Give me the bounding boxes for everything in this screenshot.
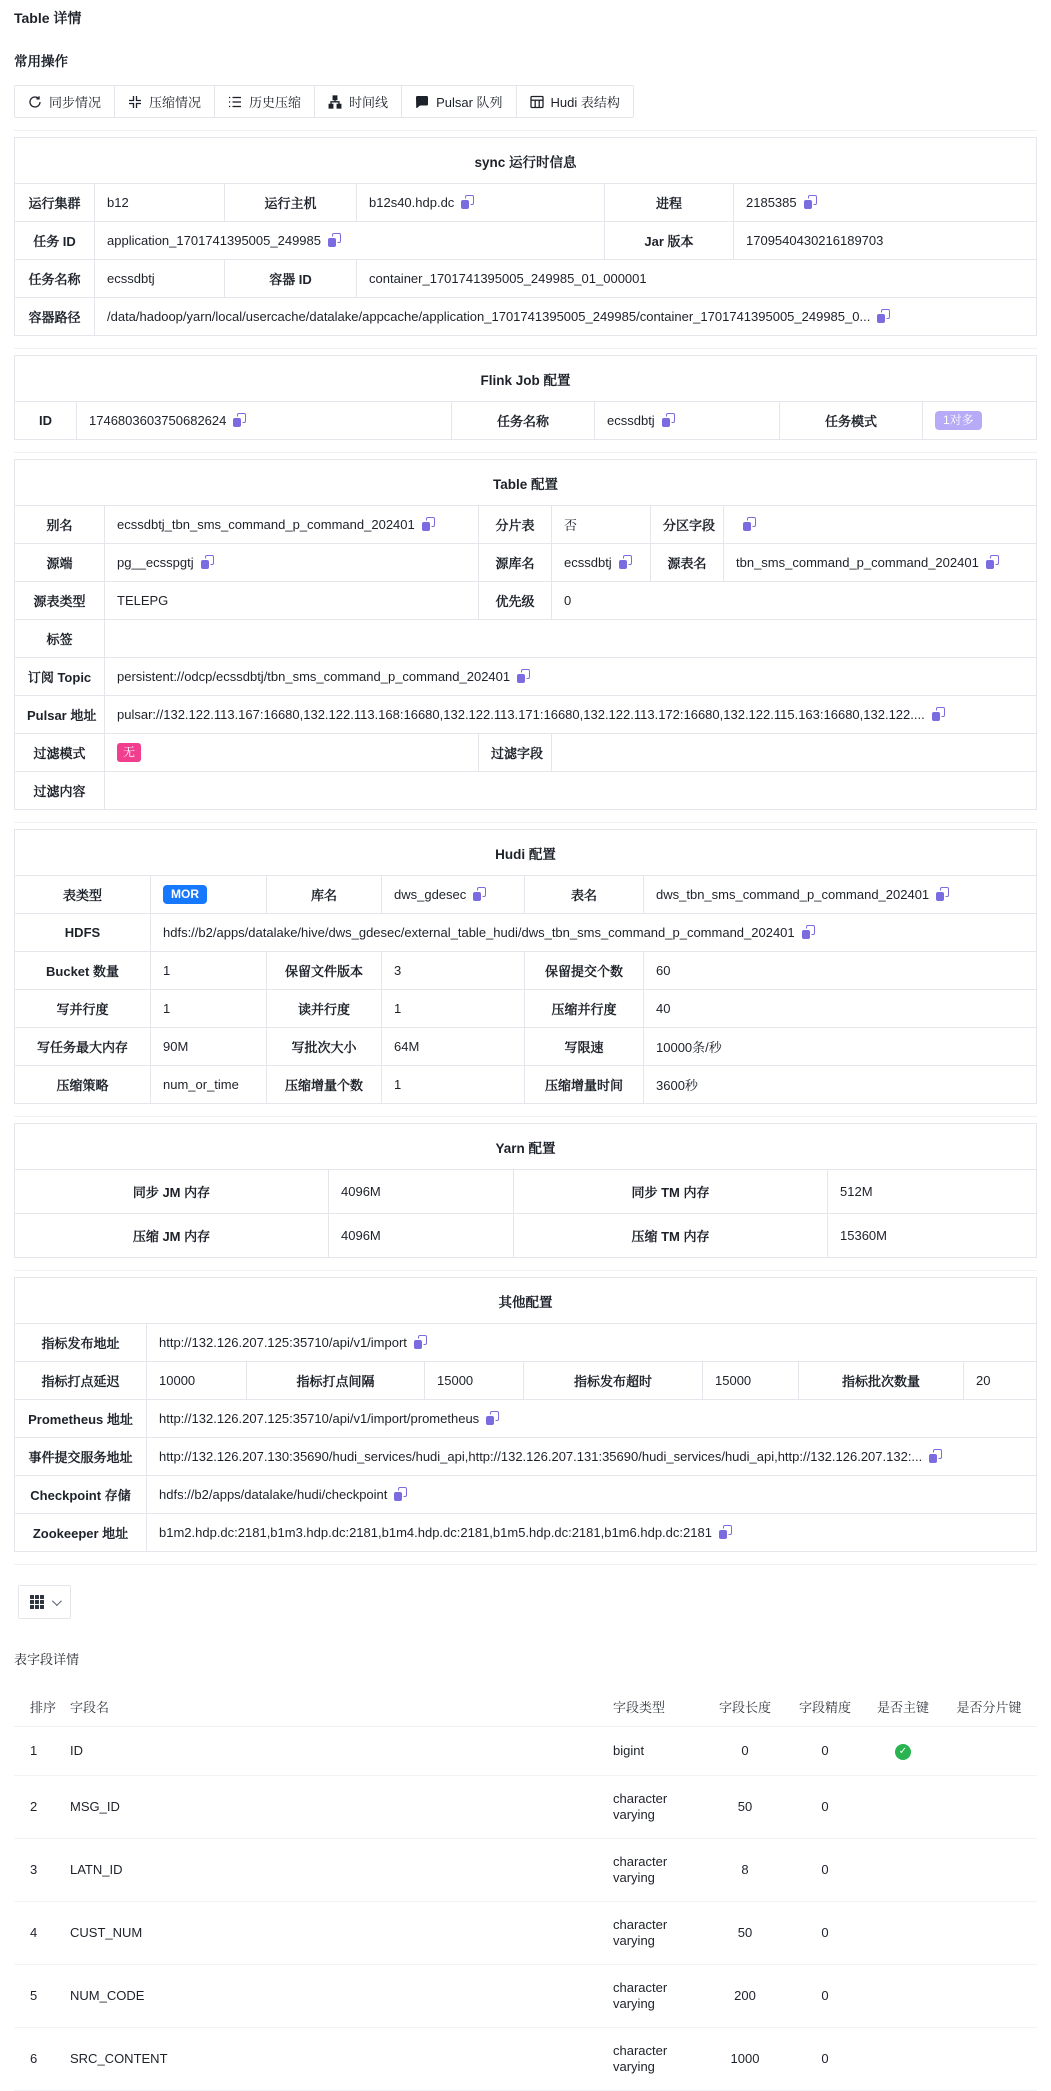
table-row (14, 1727, 1037, 1776)
copy-icon[interactable] (233, 413, 246, 427)
row-label: 源表类型 (15, 582, 105, 620)
table-row (15, 1362, 1037, 1400)
table-icon (530, 95, 544, 109)
table-row (15, 260, 1037, 298)
filter-content-value (105, 772, 1037, 810)
row-label: 进程 (605, 184, 734, 222)
row-label: HDFS (15, 914, 151, 952)
compact-strategy-value: num_or_time (151, 1066, 267, 1104)
table-row (14, 1965, 1037, 2028)
field-order: 3 (14, 1839, 62, 1902)
commit-count-value: 60 (644, 952, 1037, 990)
copy-icon[interactable] (719, 1525, 732, 1539)
field-primary (865, 1776, 941, 1839)
compact-tm-memory-value: 15360M (828, 1214, 1037, 1258)
copy-icon[interactable] (619, 555, 632, 569)
row-label: 库名 (267, 876, 382, 914)
row-label: 读并行度 (267, 990, 382, 1028)
copy-icon[interactable] (936, 887, 949, 901)
card-title: Table 配置 (15, 460, 1037, 506)
row-label: 指标打点延迟 (15, 1362, 147, 1400)
sharded-value: 否 (552, 506, 651, 544)
field-precision: 0 (785, 1839, 865, 1902)
other-config-card (14, 1277, 1037, 1552)
card-title: sync 运行时信息 (15, 138, 1037, 184)
field-precision: 0 (785, 1965, 865, 2028)
row-label: 表名 (525, 876, 644, 914)
table-row (15, 952, 1037, 990)
column-header-shard: 是否分片键 (941, 1689, 1037, 1727)
compress-icon (128, 95, 142, 109)
copy-icon[interactable] (517, 669, 530, 683)
copy-icon[interactable] (804, 195, 817, 209)
row-label: Checkpoint 存储 (15, 1476, 147, 1514)
field-primary (865, 2028, 941, 2091)
table-row (15, 1400, 1037, 1438)
field-name: SRC_CONTENT (62, 2028, 605, 2091)
field-shard (941, 1902, 1037, 1965)
hudi-config-card (14, 829, 1037, 1104)
copy-icon[interactable] (201, 555, 214, 569)
zookeeper-address-value: b1m2.hdp.dc:2181,b1m3.hdp.dc:2181,b1m4.hdp.dc:2181,b1m5.hdp.dc:2181,b1m6.hdp.dc:2181 (147, 1514, 1037, 1552)
filter-field-value (552, 734, 1037, 772)
read-parallelism-value: 1 (382, 990, 525, 1028)
button-label: 时间线 (349, 95, 389, 110)
source-db-value: ecssdbtj (552, 544, 651, 582)
copy-icon[interactable] (929, 1449, 942, 1463)
copy-icon[interactable] (414, 1335, 427, 1349)
task-mode-badge: 1对多 (935, 411, 982, 430)
table-config-card (14, 459, 1037, 810)
row-label: 源库名 (479, 544, 552, 582)
sync-status-button[interactable] (14, 85, 115, 118)
field-precision: 0 (785, 1776, 865, 1839)
table-row (14, 2028, 1037, 2091)
pulsar-address-value: pulsar://132.122.113.167:16680,132.122.113.168:16680,132.122.113.171:16680,132.122.113.172:16680,132.122.115.163:16680,132.122.... (105, 696, 1037, 734)
priority-value: 0 (552, 582, 1037, 620)
copy-icon[interactable] (461, 195, 474, 209)
table-row (15, 1214, 1037, 1258)
compact-jm-memory-value: 4096M (329, 1214, 514, 1258)
row-label: 运行集群 (15, 184, 95, 222)
row-label: 压缩并行度 (525, 990, 644, 1028)
copy-icon[interactable] (877, 309, 890, 323)
table-type-badge: MOR (163, 885, 207, 904)
row-label: 压缩增量个数 (267, 1066, 382, 1104)
table-row (15, 772, 1037, 810)
section-divider (14, 130, 1037, 131)
metric-interval-value: 15000 (425, 1362, 524, 1400)
table-row (15, 506, 1037, 544)
row-label: Zookeeper 地址 (15, 1514, 147, 1552)
grid-icon (30, 1595, 44, 1609)
table-row (15, 1028, 1037, 1066)
row-label: 保留提交个数 (525, 952, 644, 990)
timeline-button[interactable] (314, 85, 402, 118)
button-label: 历史压缩 (249, 95, 302, 110)
field-primary (865, 1902, 941, 1965)
prometheus-url-value: http://132.126.207.125:35710/api/v1/import/prometheus (147, 1400, 1037, 1438)
compact-parallelism-value: 40 (644, 990, 1037, 1028)
field-shard (941, 1727, 1037, 1776)
pulsar-queue-button[interactable] (401, 85, 516, 118)
row-label: 保留文件版本 (267, 952, 382, 990)
row-label: 运行主机 (225, 184, 357, 222)
metric-delay-value: 10000 (147, 1362, 247, 1400)
row-label: 分区字段 (651, 506, 724, 544)
row-label: 过滤模式 (15, 734, 105, 772)
field-length: 1000 (705, 2028, 785, 2091)
table-row (15, 696, 1037, 734)
row-label: 任务名称 (452, 402, 595, 440)
copy-icon[interactable] (662, 413, 675, 427)
table-row (15, 184, 1037, 222)
operations-button-group (14, 85, 634, 118)
row-label: 订阅 Topic (15, 658, 105, 696)
row-label: Pulsar 地址 (15, 696, 105, 734)
field-details-title: 表字段详情 (14, 1652, 80, 1667)
row-label: 同步 JM 内存 (15, 1170, 329, 1214)
row-label: 写限速 (525, 1028, 644, 1066)
sync-jm-memory-value: 4096M (329, 1170, 514, 1214)
flink-job-card (14, 355, 1037, 440)
row-label: Jar 版本 (605, 222, 734, 260)
row-label: 优先级 (479, 582, 552, 620)
bucket-count-value: 1 (151, 952, 267, 990)
section-divider (14, 822, 1037, 823)
table-row (15, 876, 1037, 914)
table-type-value (151, 876, 267, 914)
table-row (15, 620, 1037, 658)
row-label: 指标发布超时 (524, 1362, 703, 1400)
row-label: 同步 TM 内存 (514, 1170, 828, 1214)
sync-runtime-card (14, 137, 1037, 336)
tags-value (105, 620, 1037, 658)
row-label: 任务 ID (15, 222, 95, 260)
row-label: 任务模式 (780, 402, 923, 440)
field-name: NUM_CODE (62, 1965, 605, 2028)
field-details-table (14, 1689, 1037, 2091)
copy-icon[interactable] (328, 233, 341, 247)
table-row (14, 1902, 1037, 1965)
row-label: 分片表 (479, 506, 552, 544)
field-shard (941, 2028, 1037, 2091)
section-divider (14, 452, 1037, 453)
write-max-memory-value: 90M (151, 1028, 267, 1066)
field-order: 1 (14, 1727, 62, 1776)
row-label: 过滤字段 (479, 734, 552, 772)
flink-task-name-value: ecssdbtj (595, 402, 780, 440)
table-row (15, 544, 1037, 582)
table-row (14, 1776, 1037, 1839)
history-list-icon (228, 95, 242, 109)
host-value: b12s40.hdp.dc (357, 184, 605, 222)
field-order: 4 (14, 1902, 62, 1965)
table-row (15, 1514, 1037, 1552)
metric-batch-value: 20 (964, 1362, 1037, 1400)
container-id-value: container_1701741395005_249985_01_000001 (357, 260, 1037, 298)
field-name: ID (62, 1727, 605, 1776)
table-row (15, 658, 1037, 696)
row-label: 写批次大小 (267, 1028, 382, 1066)
row-label: 压缩 JM 内存 (15, 1214, 329, 1258)
yarn-config-card (14, 1123, 1037, 1258)
partition-field-value (724, 506, 1037, 544)
write-parallelism-value: 1 (151, 990, 267, 1028)
button-label: Hudi 表结构 (550, 95, 620, 110)
field-name: LATN_ID (62, 1839, 605, 1902)
filter-mode-value (105, 734, 479, 772)
copy-icon[interactable] (802, 925, 815, 939)
row-label: ID (15, 402, 77, 440)
sync-icon (28, 95, 42, 109)
field-order: 5 (14, 1965, 62, 2028)
metric-publish-url-value: http://132.126.207.125:35710/api/v1/import (147, 1324, 1037, 1362)
field-length: 50 (705, 1902, 785, 1965)
hudi-table-structure-button[interactable] (516, 85, 634, 118)
row-label: 表类型 (15, 876, 151, 914)
field-name: MSG_ID (62, 1776, 605, 1839)
section-divider (14, 1270, 1037, 1271)
table-row (15, 1324, 1037, 1362)
button-label: 同步情况 (49, 95, 102, 110)
column-header-length: 字段长度 (705, 1689, 785, 1727)
history-compression-button[interactable] (214, 85, 315, 118)
hdfs-path-value: hdfs://b2/apps/datalake/hive/dws_gdesec/external_table_hudi/dws_tbn_sms_command_p_command_202401 (151, 914, 1037, 952)
copy-icon[interactable] (394, 1487, 407, 1501)
table-row (15, 222, 1037, 260)
row-label: 容器路径 (15, 298, 95, 336)
row-label: Bucket 数量 (15, 952, 151, 990)
field-length: 200 (705, 1965, 785, 2028)
copy-icon[interactable] (743, 517, 756, 531)
row-label: 压缩增量时间 (525, 1066, 644, 1104)
container-path-value: /data/hadoop/yarn/local/usercache/datalake/appcache/application_1701741395005_249985/container_1701741395005_249985_0... (95, 298, 1037, 336)
process-value: 2185385 (734, 184, 1037, 222)
table-row (15, 1438, 1037, 1476)
card-title: 其他配置 (15, 1278, 1037, 1324)
column-header-primary: 是否主键 (865, 1689, 941, 1727)
field-precision: 0 (785, 2028, 865, 2091)
copy-icon[interactable] (473, 887, 486, 901)
jar-version-value: 1709540430216189703 (734, 222, 1037, 260)
source-type-value: TELEPG (105, 582, 479, 620)
field-precision: 0 (785, 1902, 865, 1965)
card-title: Yarn 配置 (15, 1124, 1037, 1170)
column-header-order: 排序 (14, 1689, 62, 1727)
checkpoint-storage-value: hdfs://b2/apps/datalake/hudi/checkpoint (147, 1476, 1037, 1514)
primary-key-check-icon (895, 1744, 911, 1760)
button-label: 压缩情况 (149, 95, 202, 110)
db-name-value: dws_gdesec (382, 876, 525, 914)
field-type: character varying (605, 1902, 705, 1965)
field-primary (865, 1727, 941, 1776)
field-type: character varying (605, 1965, 705, 2028)
card-title: Flink Job 配置 (15, 356, 1037, 402)
field-type: bigint (605, 1727, 705, 1776)
metric-timeout-value: 15000 (703, 1362, 799, 1400)
compact-delta-time-value: 3600秒 (644, 1066, 1037, 1104)
field-length: 0 (705, 1727, 785, 1776)
row-label: 指标打点间隔 (247, 1362, 425, 1400)
table-row (15, 914, 1037, 952)
compact-delta-count-value: 1 (382, 1066, 525, 1104)
source-value: pg__ecsspgtj (105, 544, 479, 582)
section-divider (14, 1564, 1037, 1565)
section-divider (14, 1116, 1037, 1117)
field-type: character varying (605, 1776, 705, 1839)
write-batch-size-value: 64M (382, 1028, 525, 1066)
row-label: 过滤内容 (15, 772, 105, 810)
table-row (15, 298, 1037, 336)
common-operations-title: 常用操作 (14, 54, 68, 69)
file-versions-value: 3 (382, 952, 525, 990)
copy-icon[interactable] (932, 707, 945, 721)
row-label: 标签 (15, 620, 105, 658)
table-row (15, 1170, 1037, 1214)
field-primary (865, 1839, 941, 1902)
column-header-type: 字段类型 (605, 1689, 705, 1727)
row-label: 容器 ID (225, 260, 357, 298)
compression-status-button[interactable] (114, 85, 215, 118)
table-row (15, 1066, 1037, 1104)
table-row (15, 1476, 1037, 1514)
page-title: Table 详情 (14, 10, 82, 26)
sync-tm-memory-value: 512M (828, 1170, 1037, 1214)
field-precision: 0 (785, 1727, 865, 1776)
table-row (15, 734, 1037, 772)
field-name: CUST_NUM (62, 1902, 605, 1965)
column-header-precision: 字段精度 (785, 1689, 865, 1727)
row-label: 别名 (15, 506, 105, 544)
event-service-url-value: http://132.126.207.130:35690/hudi_services/hudi_api,http://132.126.207.131:35690/hudi_services/hudi_api,http://132.126.207.132:... (147, 1438, 1037, 1476)
row-label: 指标批次数量 (799, 1362, 964, 1400)
row-label: 事件提交服务地址 (15, 1438, 147, 1476)
row-label: 任务名称 (15, 260, 95, 298)
table-row (14, 1839, 1037, 1902)
source-table-value: tbn_sms_command_p_command_202401 (724, 544, 1037, 582)
field-table-header-row (14, 1689, 1037, 1727)
alias-value: ecssdbtj_tbn_sms_command_p_command_202401 (105, 506, 479, 544)
copy-icon[interactable] (422, 517, 435, 531)
chevron-down-icon (51, 1596, 61, 1606)
timeline-icon (328, 95, 342, 109)
copy-icon[interactable] (486, 1411, 499, 1425)
row-label: 压缩策略 (15, 1066, 151, 1104)
row-label: 写并行度 (15, 990, 151, 1028)
button-label: Pulsar 队列 (436, 95, 503, 110)
field-shard (941, 1965, 1037, 2028)
copy-icon[interactable] (986, 555, 999, 569)
card-title: Hudi 配置 (15, 830, 1037, 876)
message-icon (415, 95, 429, 109)
field-shard (941, 1776, 1037, 1839)
column-settings-button[interactable] (18, 1585, 71, 1619)
row-label: 源表名 (651, 544, 724, 582)
row-label: Prometheus 地址 (15, 1400, 147, 1438)
cluster-value: b12 (95, 184, 225, 222)
field-type: character varying (605, 2028, 705, 2091)
row-label: 压缩 TM 内存 (514, 1214, 828, 1258)
row-label: 指标发布地址 (15, 1324, 147, 1362)
table-row (15, 582, 1037, 620)
flink-id-value: 1746803603750682624 (77, 402, 452, 440)
table-row (15, 990, 1037, 1028)
field-type: character varying (605, 1839, 705, 1902)
column-header-name: 字段名 (62, 1689, 605, 1727)
field-order: 2 (14, 1776, 62, 1839)
field-primary (865, 1965, 941, 2028)
table-row (15, 402, 1037, 440)
row-label: 写任务最大内存 (15, 1028, 151, 1066)
write-rate-limit-value: 10000条/秒 (644, 1028, 1037, 1066)
field-shard (941, 1839, 1037, 1902)
filter-mode-badge: 无 (117, 743, 141, 762)
task-name-value: ecssdbtj (95, 260, 225, 298)
application-id-value: application_1701741395005_249985 (95, 222, 605, 260)
task-mode-value (923, 402, 1037, 440)
field-order: 6 (14, 2028, 62, 2091)
section-divider (14, 348, 1037, 349)
field-length: 8 (705, 1839, 785, 1902)
subscribe-topic-value: persistent://odcp/ecssdbtj/tbn_sms_command_p_command_202401 (105, 658, 1037, 696)
table-name-value: dws_tbn_sms_command_p_command_202401 (644, 876, 1037, 914)
row-label: 源端 (15, 544, 105, 582)
field-length: 50 (705, 1776, 785, 1839)
